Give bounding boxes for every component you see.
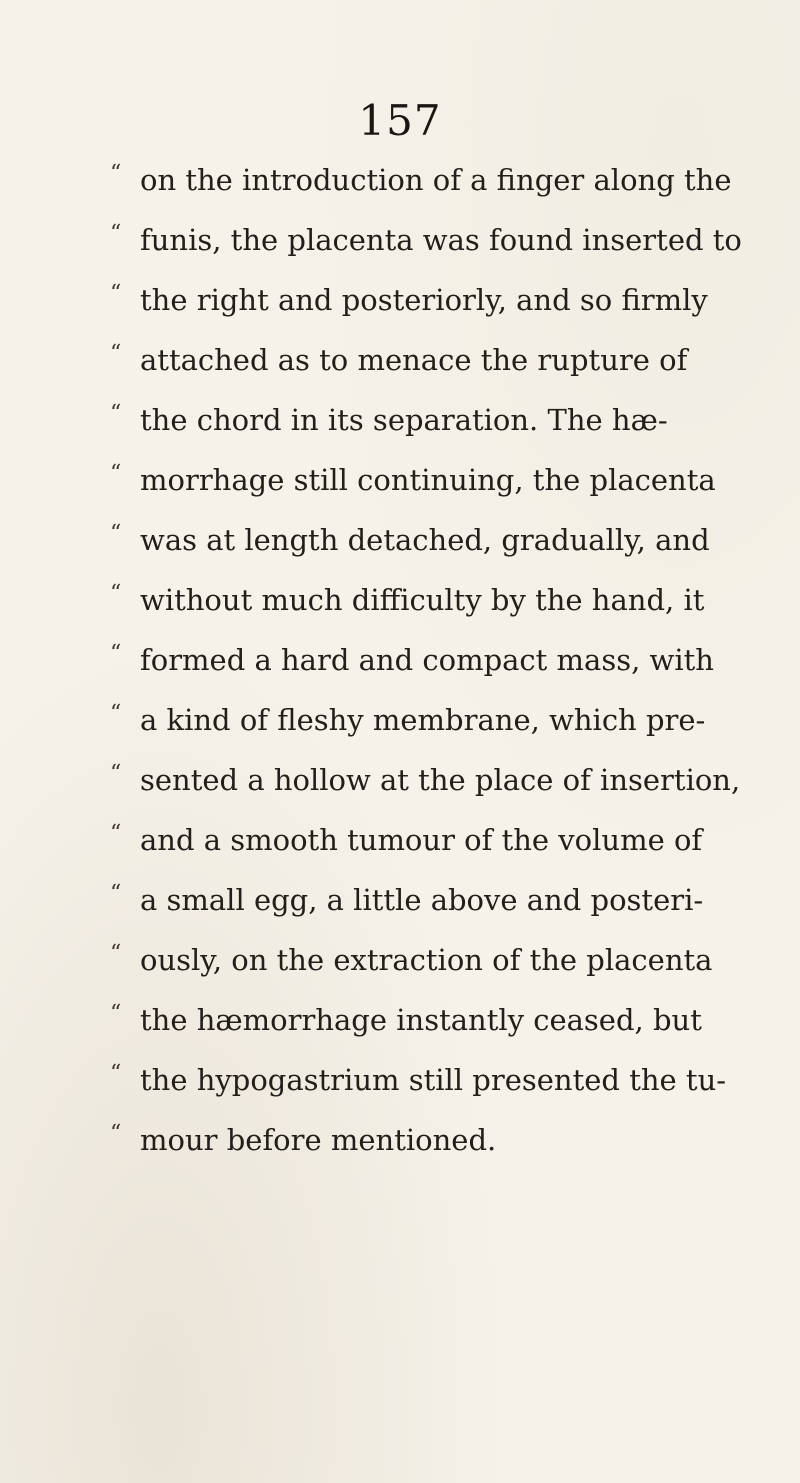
line-text: on the introduction of a finger along the (140, 163, 732, 197)
text-line (110, 330, 687, 390)
opening-quote-mark: “ (110, 881, 122, 906)
text-line (110, 210, 742, 270)
opening-quote-mark: “ (110, 581, 122, 606)
opening-quote-mark: “ (110, 461, 122, 486)
opening-quote-mark: “ (110, 1121, 122, 1146)
line-text: without much difficulty by the hand, it (140, 583, 705, 617)
line-text: funis, the placenta was found inserted to (140, 223, 742, 257)
opening-quote-mark: “ (110, 941, 122, 966)
line-text: attached as to menace the rupture of (140, 343, 688, 377)
text-line (110, 150, 731, 210)
text-line (110, 990, 702, 1050)
line-text: was at length detached, gradually, and (140, 523, 710, 557)
line-text: the right and posteriorly, and so firmly (140, 283, 708, 317)
line-text: and a smooth tumour of the volume of (140, 823, 703, 857)
opening-quote-mark: “ (110, 281, 122, 306)
line-text: the hypogastrium still presented the tu- (140, 1063, 727, 1097)
line-text: formed a hard and compact mass, with (140, 643, 714, 677)
text-line (110, 690, 705, 750)
text-line (110, 750, 740, 810)
text-line (110, 390, 668, 450)
opening-quote-mark: “ (110, 341, 122, 366)
line-text: a small egg, a little above and posteri- (140, 883, 704, 917)
text-line (110, 1050, 726, 1110)
text-line (110, 870, 703, 930)
text-line (110, 1110, 496, 1170)
text-line (110, 930, 712, 990)
opening-quote-mark: “ (110, 521, 122, 546)
line-text: the hæmorrhage instantly ceased, but (140, 1003, 702, 1037)
line-text: sented a hollow at the place of insertion, (140, 763, 741, 797)
text-line (110, 270, 708, 330)
text-line (110, 630, 714, 690)
line-text: ously, on the extraction of the placenta (140, 943, 713, 977)
text-line (110, 810, 702, 870)
opening-quote-mark: “ (110, 1061, 122, 1086)
line-text: a kind of fleshy membrane, which pre- (140, 703, 706, 737)
text-line (110, 510, 710, 570)
page-number: 157 (358, 96, 442, 145)
text-line (110, 450, 716, 510)
opening-quote-mark: “ (110, 401, 122, 426)
opening-quote-mark: “ (110, 701, 122, 726)
opening-quote-mark: “ (110, 161, 122, 186)
text-line (110, 570, 704, 630)
opening-quote-mark: “ (110, 821, 122, 846)
line-text: mour before mentioned. (140, 1123, 497, 1157)
opening-quote-mark: “ (110, 221, 122, 246)
line-text: the chord in its separation. The hæ- (140, 403, 668, 437)
opening-quote-mark: “ (110, 641, 122, 666)
opening-quote-mark: “ (110, 1001, 122, 1026)
line-text: morrhage still continuing, the placenta (140, 463, 716, 497)
opening-quote-mark: “ (110, 761, 122, 786)
